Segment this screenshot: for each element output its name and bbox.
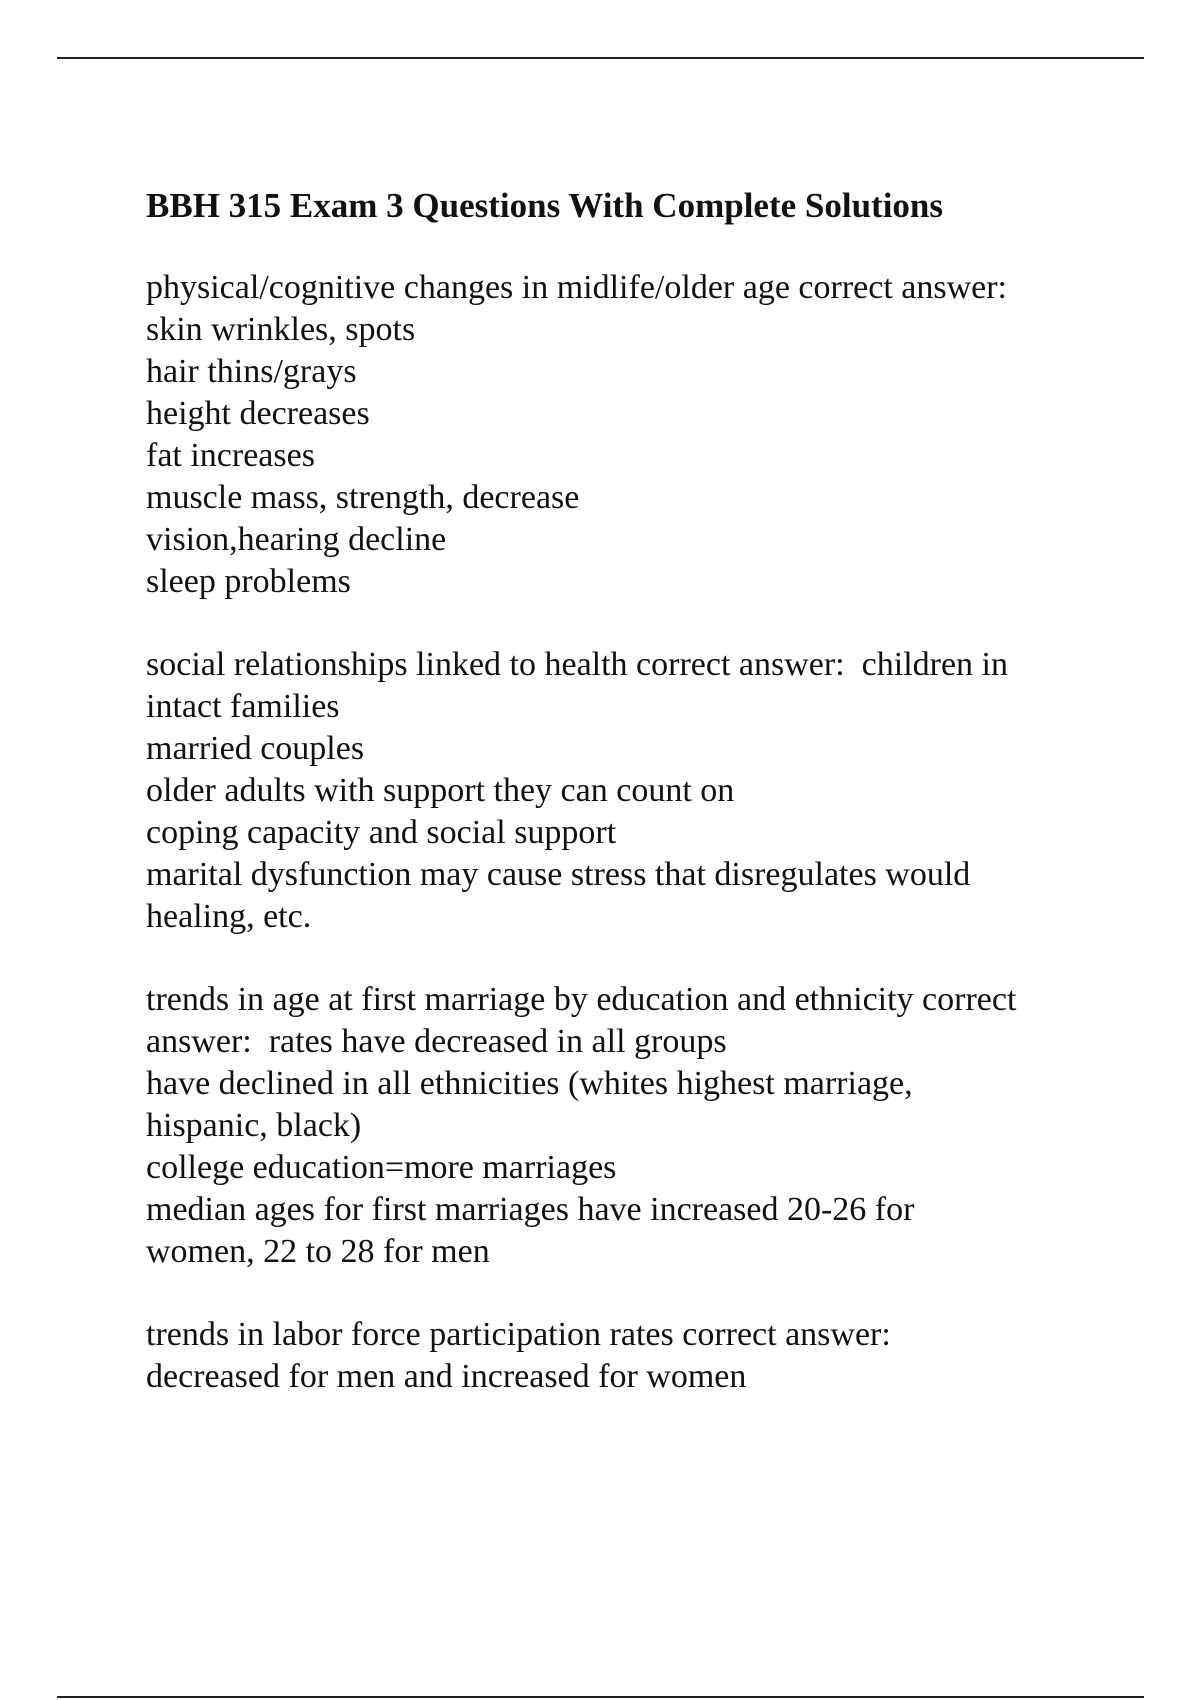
entry-line: women, 22 to 28 for men (146, 1233, 490, 1270)
entry-line: have declined in all ethnicities (whites highest marriage, (146, 1065, 913, 1102)
entry-line: muscle mass, strength, decrease (146, 479, 580, 516)
entry-line: healing, etc. (146, 898, 312, 935)
entry-line: trends in labor force participation rates correct answer: (146, 1316, 891, 1353)
entry-line: physical/cognitive changes in midlife/older age correct answer: (146, 269, 1008, 306)
qa-entry-2 (146, 644, 1106, 938)
qa-entry-4 (146, 1314, 1106, 1398)
entry-line: older adults with support they can count on (146, 772, 735, 809)
entry-line: intact families (146, 688, 340, 725)
entry-line: height decreases (146, 395, 370, 432)
entry-line: median ages for first marriages have increased 20-26 for (146, 1191, 915, 1228)
qa-entry-3 (146, 979, 1106, 1273)
entry-line: answer: rates have decreased in all groups (146, 1023, 727, 1060)
entry-line: fat increases (146, 437, 315, 474)
top-divider (57, 57, 1144, 59)
bottom-divider (57, 1696, 1144, 1698)
entry-line: married couples (146, 730, 365, 767)
document-body (146, 185, 1106, 1439)
entry-line: trends in age at first marriage by education and ethnicity correct (146, 981, 1017, 1018)
entry-line: decreased for men and increased for women (146, 1358, 747, 1395)
entry-line: social relationships linked to health correct answer: children in (146, 646, 1009, 683)
qa-entry-1 (146, 267, 1106, 603)
document-title: BBH 315 Exam 3 Questions With Complete Solutions (146, 186, 944, 225)
entry-line: sleep problems (146, 563, 351, 600)
entry-line: coping capacity and social support (146, 814, 617, 851)
entry-line: hispanic, black) (146, 1107, 362, 1144)
entry-line: hair thins/grays (146, 353, 357, 390)
entry-line: vision,hearing decline (146, 521, 447, 558)
entry-line: marital dysfunction may cause stress that disregulates would (146, 856, 971, 893)
entry-line: college education=more marriages (146, 1149, 617, 1186)
entry-line: skin wrinkles, spots (146, 311, 416, 348)
